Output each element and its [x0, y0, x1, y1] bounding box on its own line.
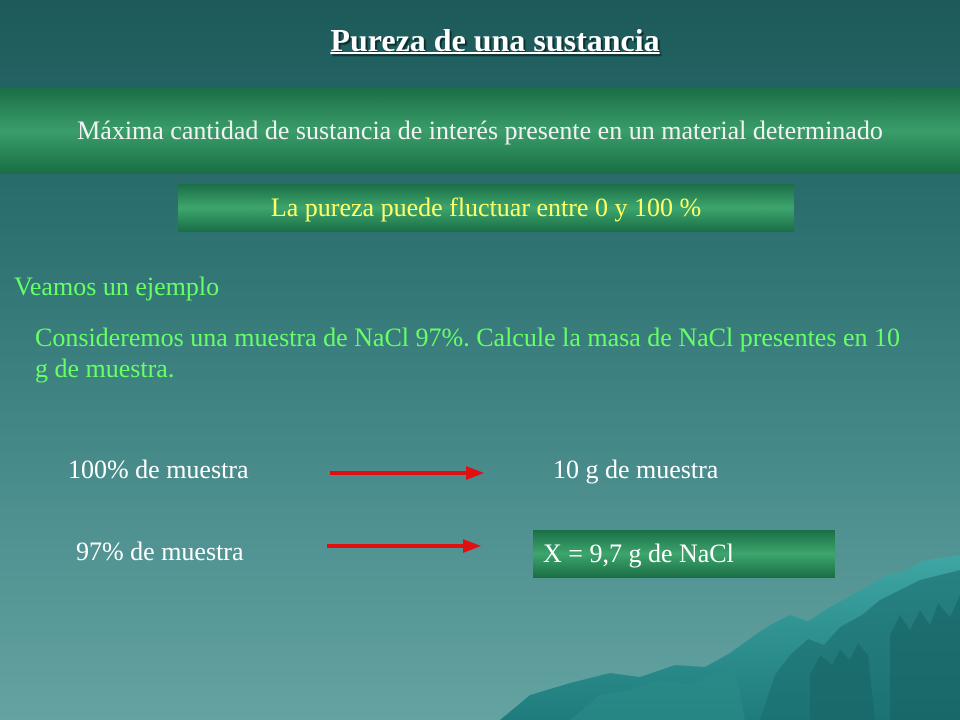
definition-text: Máxima cantidad de sustancia de interés presente en un material determinado — [77, 116, 883, 146]
iceberg-decoration — [490, 555, 960, 720]
row1-left-text: 100% de muestra — [68, 455, 249, 484]
row1-right-text: 10 g de muestra — [553, 455, 719, 484]
example-heading: Veamos un ejemplo — [14, 272, 220, 301]
arrow-right-icon — [328, 460, 488, 486]
problem-statement: Consideremos una muestra de NaCl 97%. Calcule la masa de NaCl presentes en 10 g de muestra. — [35, 323, 900, 384]
result-text: X = 9,7 g de NaCl — [543, 539, 734, 568]
range-note-box — [178, 184, 794, 232]
arrow-right-icon — [325, 535, 485, 561]
row2-left-text: 97% de muestra — [76, 537, 244, 566]
range-note-text: La pureza puede fluctuar entre 0 y 100 % — [270, 193, 702, 222]
slide-title: Pureza de una sustancia — [330, 22, 660, 58]
definition-band — [0, 88, 960, 174]
